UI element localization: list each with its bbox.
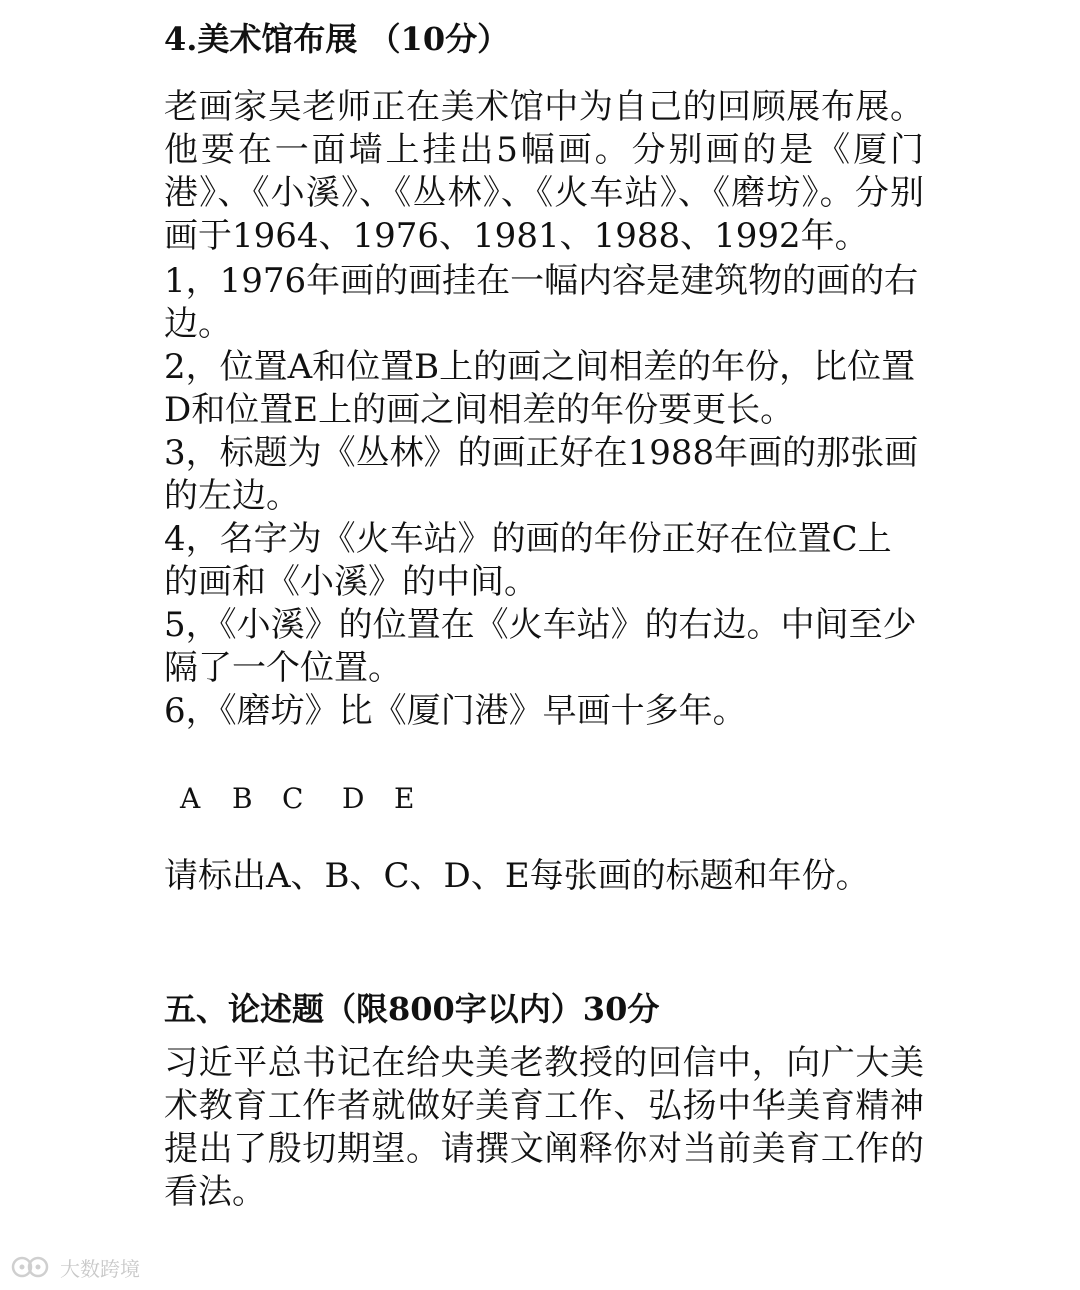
position-c-label: C [282, 782, 304, 815]
rule-4: 4，名字为《火车站》的画的年份正好在位置C上的画和《小溪》的中间。 [164, 519, 892, 602]
position-d-label: D [342, 782, 365, 815]
position-labels [164, 777, 924, 821]
section-5-prompt: 习近平总书记在给央美老教授的回信中，向广大美术教育工作者就做好美育工作、弘扬中华美育精神提出了殷切期望。请撰文阐释你对当前美育工作的看法。 [164, 1043, 924, 1212]
rule-3: 3，标题为《丛林》的画正好在1988年画的那张画的左边。 [164, 433, 919, 516]
position-e-label: E [394, 782, 415, 815]
watermark-text: 大数跨境 [60, 1256, 140, 1281]
position-a-label: A [180, 782, 201, 815]
position-b-label: B [232, 782, 253, 815]
rule-1: 1，1976年画的画挂在一幅内容是建筑物的画的右边。 [164, 261, 919, 344]
question-4-ask: 请标出A、B、C、D、E每张画的标题和年份。 [164, 856, 870, 896]
rule-2: 2，位置A和位置B上的画之间相差的年份，比位置D和位置E上的画之间相差的年份要更长。 [164, 347, 916, 430]
watermark-logo-icon [10, 1254, 54, 1280]
question-4-rules [164, 260, 924, 733]
question-4-intro: 老画家吴老师正在美术馆中为自己的回顾展布展。他要在一面墙上挂出5幅画。分别画的是《厦门港》、《小溪》、《丛林》、《火车站》、《磨坊》。分别画于1964、1976、1981、1988、1992年。 [164, 87, 924, 256]
rule-5: 5，《小溪》的位置在《火车站》的右边。中间至少隔了一个位置。 [164, 605, 917, 688]
document-body [164, 14, 924, 1214]
section-5-heading: 五、论述题（限800字以内）30分 [164, 990, 660, 1028]
question-4-heading: 4.美术馆布展 （10分） [164, 20, 510, 58]
watermark [10, 1252, 140, 1282]
rule-6: 6，《磨坊》比《厦门港》早画十多年。 [164, 691, 747, 731]
